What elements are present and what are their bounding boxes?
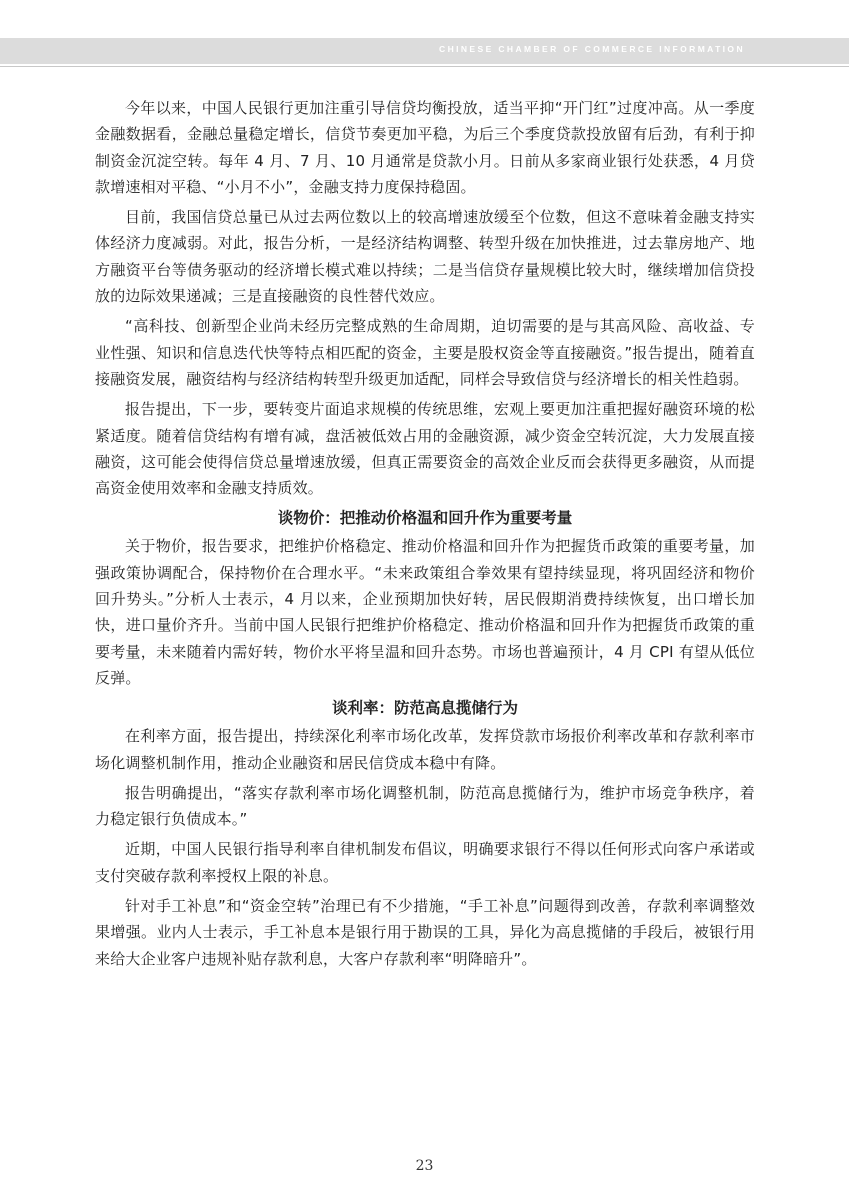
header-rule [0,66,849,67]
section-heading-price: 谈物价：把推动价格温和回升作为重要考量 [277,509,573,528]
paragraph: 在利率方面，报告提出，持续深化利率市场化改革，发挥贷款市场报价利率改革和存款利率市场化调整机制作用，推动企业融资和居民信贷成本稳中有降。 [95,727,755,772]
paragraph: 关于物价，报告要求，把维护价格稳定、推动价格温和回升作为把握货币政策的重要考量，加强政策协调配合，保持物价在合理水平。“未来政策组合拳效果有望持续显现，将巩固经济和物价回升势头。”分析人士表示，4 月以来，企业预期加快好转，居民假期消费持续恢复，出口增长加快，进口量价齐升。当前中国人民银行把维护价格稳定、推动价格温和回升作为把握货币政策的重要考量，未来随着内需好转，物价水平将呈温和回升态势。市场也普遍预计，4 月 CPI 有望从低位反弹。 [95,537,755,687]
header-band [0,38,849,64]
paragraph: 针对手工补息”和“资金空转”治理已有不少措施，“手工补息”问题得到改善，存款利率调整效果增强。业内人士表示，手工补息本是银行用于勘误的工具，异化为高息揽储的手段后，被银行用来给大企业客户违规补贴存款利息，大客户存款利率“明降暗升”。 [95,897,755,968]
paragraph: 报告提出，下一步，要转变片面追求规模的传统思维，宏观上要更加注重把握好融资环境的松紧适度。随着信贷结构有增有减，盘活被低效占用的金融资源，减少资金空转沉淀，大力发展直接融资，这可能会使得信贷总量增速放缓，但真正需要资金的高效企业反而会获得更多融资，从而提高资金使用效率和金融支持质效。 [95,400,755,498]
paragraph: 今年以来，中国人民银行更加注重引导信贷均衡投放，适当平抑“开门红”过度冲高。从一季度金融数据看，金融总量稳定增长，信贷节奏更加平稳，为后三个季度贷款投放留有后劲，有利于抑制资金沉淀空转。每年 4 月、7 月、10 月通常是贷款小月。日前从多家商业银行处获悉，4 月贷款增速相对平稳、“小月不小”，金融支持力度保持稳固。 [95,99,755,196]
section-heading-rate: 谈利率：防范高息揽储行为 [331,699,518,718]
article-body [95,95,755,972]
header-title: CHINESE CHAMBER OF COMMERCE INFORMATION [439,44,745,54]
page-number: 23 [415,1158,434,1174]
paragraph: 目前，我国信贷总量已从过去两位数以上的较高增速放缓至个位数，但这不意味着金融支持实体经济力度减弱。对此，报告分析，一是经济结构调整、转型升级在加快推进，过去靠房地产、地方融资平台等债务驱动的经济增长模式难以持续；二是当信贷存量规模比较大时，继续增加信贷投放的边际效果递减；三是直接融资的良性替代效应。 [95,208,755,306]
paragraph: “高科技、创新型企业尚未经历完整成熟的生命周期，迫切需要的是与其高风险、高收益、专业性强、知识和信息迭代快等特点相匹配的资金，主要是股权资金等直接融资。”报告提出，随着直接融资发展，融资结构与经济结构转型升级更加适配，同样会导致信贷与经济增长的相关性趋弱。 [95,317,755,388]
paragraph: 近期，中国人民银行指导利率自律机制发布倡议，明确要求银行不得以任何形式向客户承诺或支付突破存款利率授权上限的补息。 [95,840,755,885]
paragraph: 报告明确提出，“落实存款利率市场化调整机制，防范高息揽储行为，维护市场竞争秩序，着力稳定银行负债成本。” [95,783,755,829]
